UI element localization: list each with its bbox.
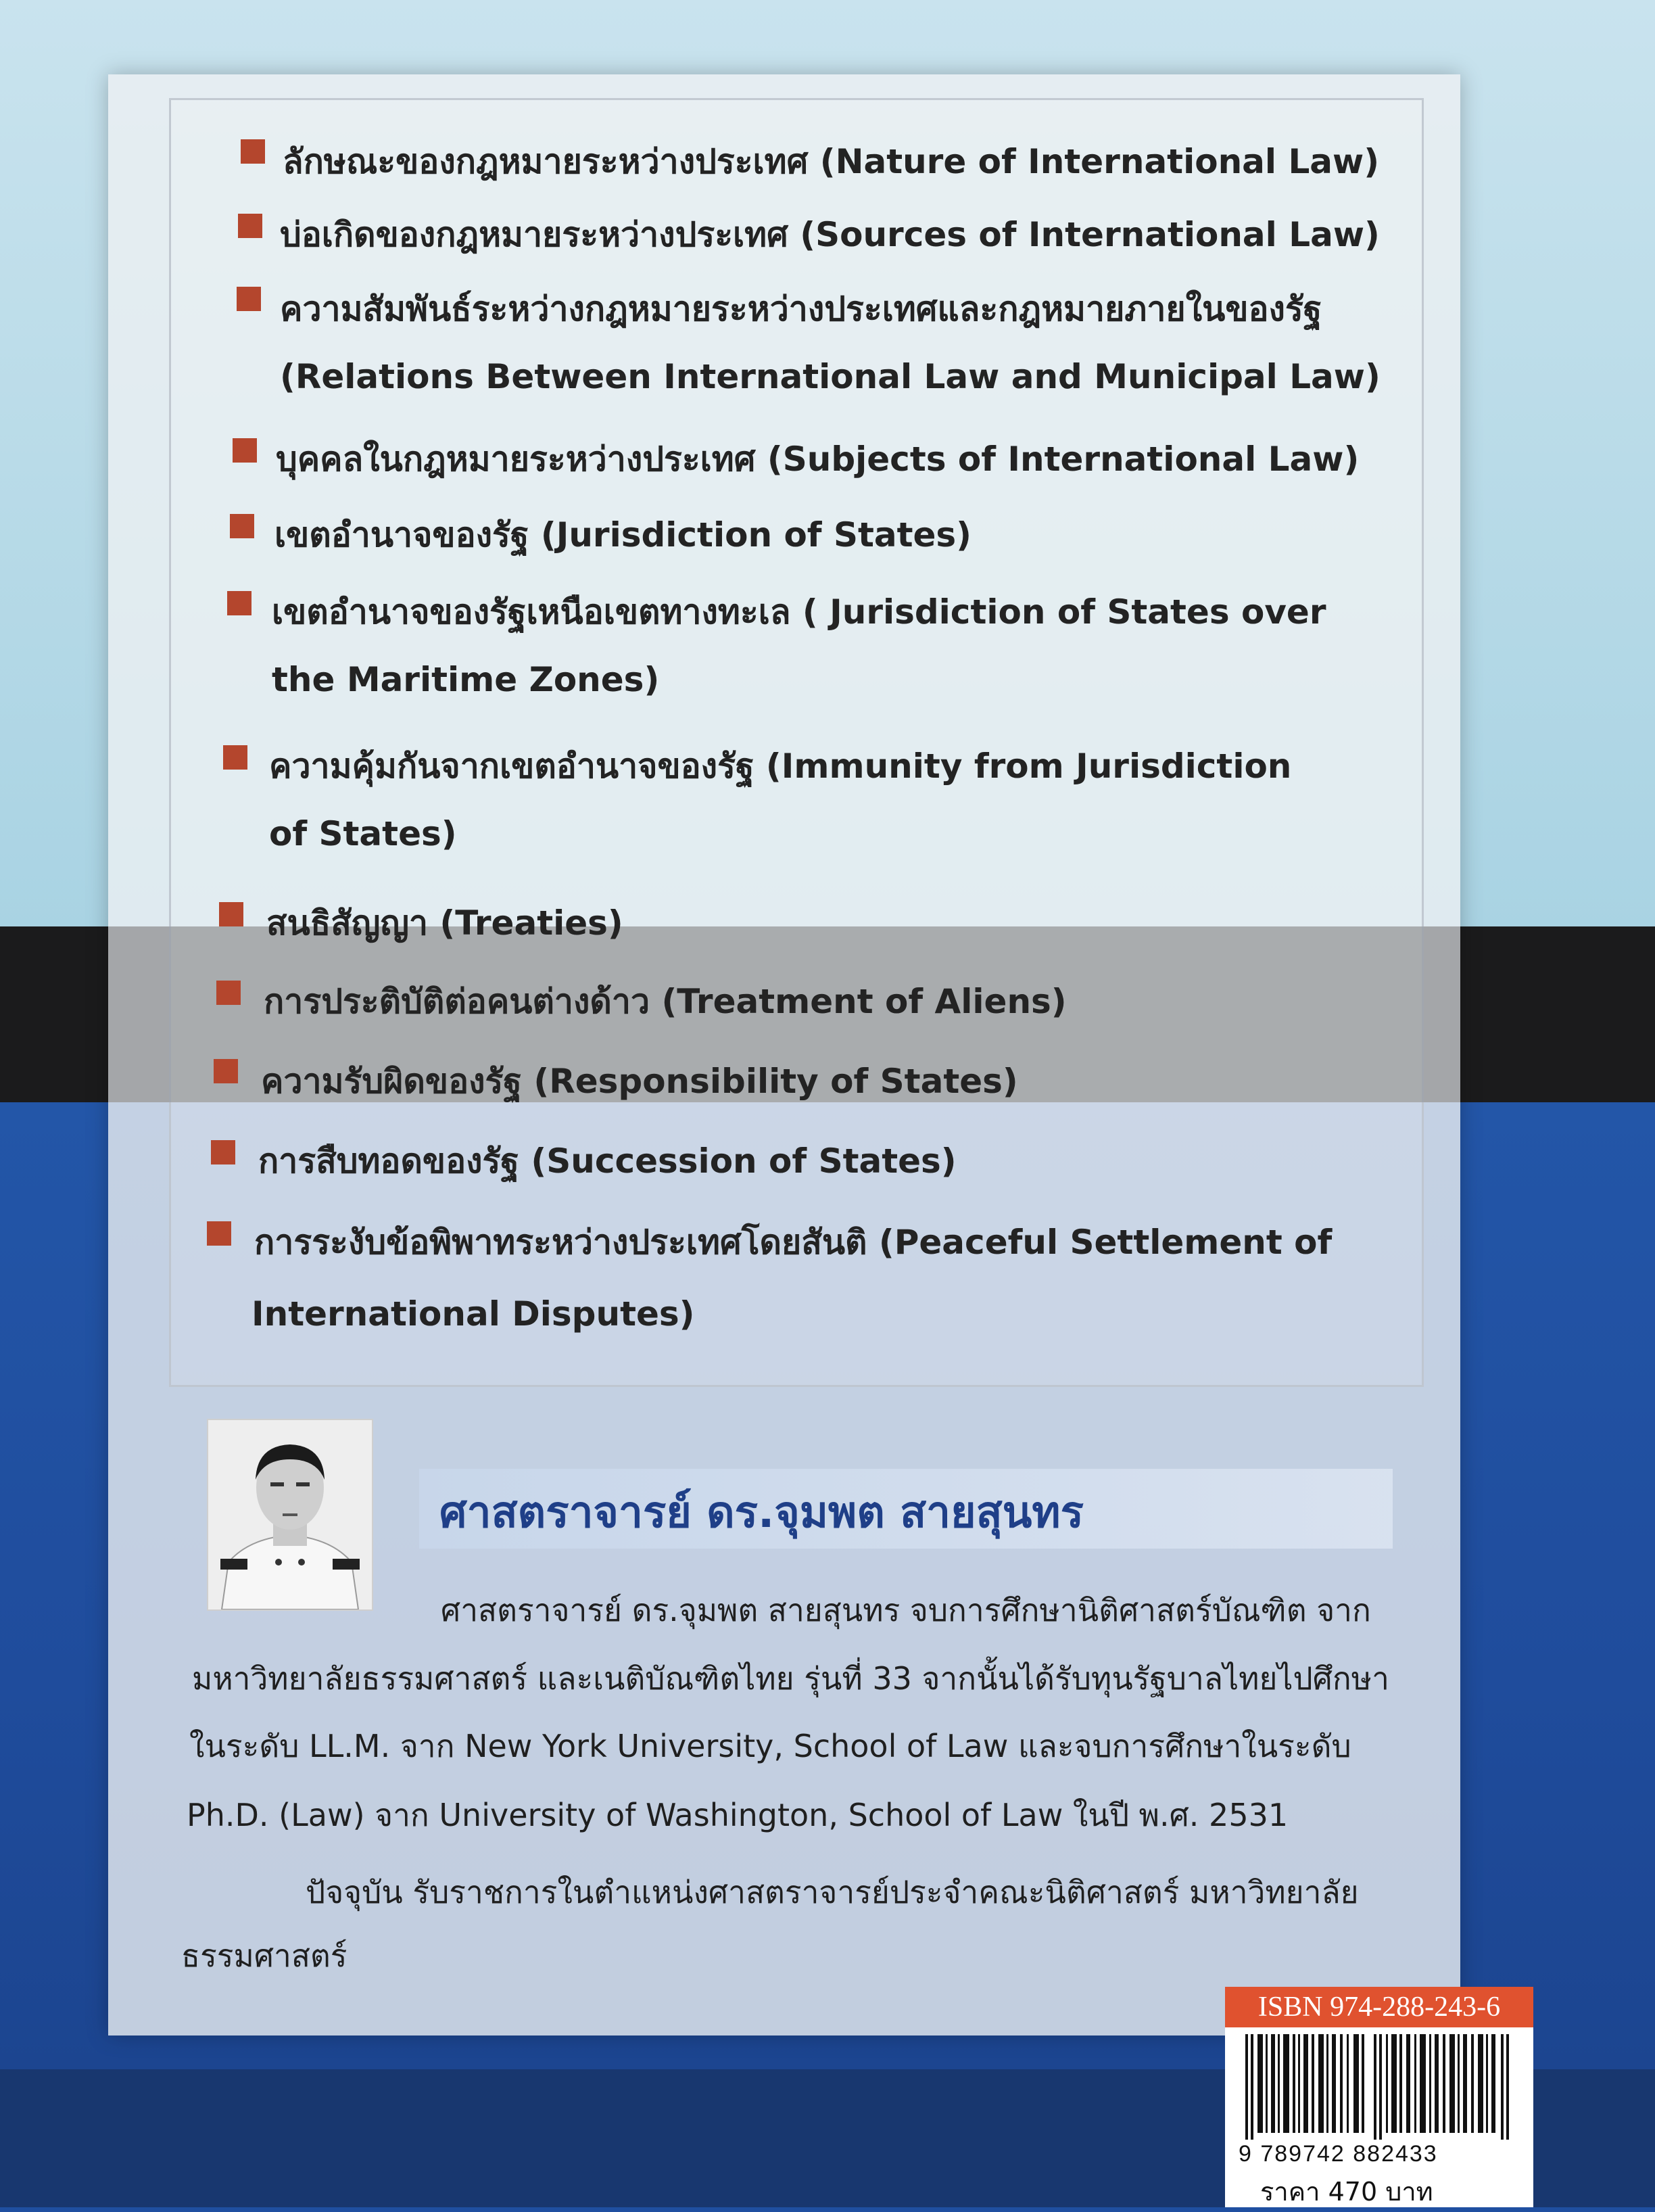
- isbn-text: ISBN 974-288-243-6: [1225, 1987, 1533, 2027]
- bullet-icon: [223, 745, 247, 770]
- barcode-label: [1225, 1987, 1533, 2207]
- topic-line: the Maritime Zones): [272, 660, 660, 699]
- topic-line: การระงับข้อพิพาทระหว่างประเทศโดยสันติ (Peaceful Settlement of: [254, 1223, 1333, 1262]
- topic-item: [283, 135, 1379, 189]
- bullet-icon: [227, 591, 251, 615]
- bullet-icon: [233, 438, 257, 463]
- bullet-icon: [230, 514, 254, 538]
- topic-item-continuation: [269, 814, 457, 853]
- author-portrait-image: [208, 1420, 372, 1609]
- bullet-icon: [241, 139, 265, 164]
- price-text: ราคา 470 บาท: [1260, 2177, 1433, 2207]
- topic-item: [274, 509, 972, 562]
- topic-item-continuation: [272, 660, 659, 699]
- topic-item: [266, 897, 623, 950]
- topic-item: [280, 208, 1380, 262]
- topic-item: [276, 433, 1359, 486]
- author-bio-line: ศาสตราจารย์ ดร.จุมพต สายสุนทร จบการศึกษานิติศาสตร์บัณฑิต จาก: [441, 1592, 1371, 1628]
- topic-line: เขตอำนาจของรัฐ (Jurisdiction of States): [274, 515, 972, 555]
- bullet-icon: [214, 1059, 238, 1083]
- topic-line: การสืบทอดของรัฐ (Succession of States): [258, 1142, 957, 1181]
- author-bio-line: ปัจจุบัน รับราชการในตำแหน่งศาสตราจารย์ประจำคณะนิติศาสตร์ มหาวิทยาลัย: [306, 1874, 1359, 1910]
- bullet-icon: [238, 214, 262, 238]
- barcode-icon: [1245, 2034, 1513, 2140]
- topic-line: เขตอำนาจของรัฐเหนือเขตทางทะเล ( Jurisdiction of States over: [272, 592, 1326, 632]
- barcode-digits: 9 789742 882433: [1239, 2141, 1438, 2167]
- topic-line: ลักษณะของกฎหมายระหว่างประเทศ (Nature of International Law): [283, 142, 1380, 181]
- topic-item: [269, 740, 1291, 793]
- topic-item: [261, 1055, 1018, 1108]
- topic-item: [258, 1135, 957, 1188]
- topic-item: [264, 975, 1067, 1029]
- author-bio-line: ธรรมศาสตร์: [181, 1937, 347, 1974]
- topic-line: บ่อเกิดของกฎหมายระหว่างประเทศ (Sources of International Law): [280, 215, 1380, 254]
- topic-line: ความรับผิดของรัฐ (Responsibility of States): [261, 1062, 1018, 1101]
- bullet-icon: [207, 1221, 231, 1246]
- bullet-icon: [219, 902, 243, 926]
- topic-line: of States): [269, 814, 457, 853]
- topic-line: สนธิสัญญา (Treaties): [266, 903, 623, 943]
- topic-item: [280, 283, 1322, 336]
- topic-line: ความสัมพันธ์ระหว่างกฎหมายระหว่างประเทศและกฎหมายภายในของรัฐ: [280, 289, 1322, 329]
- bullet-icon: [211, 1140, 235, 1164]
- topic-item: [254, 1216, 1332, 1269]
- bullet-icon: [216, 981, 241, 1005]
- author-name: ศาสตราจารย์ ดร.จุมพต สายสุนทร: [439, 1488, 1084, 1538]
- topic-line: ความคุ้มกันจากเขตอำนาจของรัฐ (Immunity from Jurisdiction: [269, 747, 1292, 786]
- topic-line: International Disputes): [251, 1294, 695, 1334]
- topic-item: [272, 586, 1326, 639]
- topic-line: การประติบัติต่อคนต่างด้าว (Treatment of Aliens): [264, 982, 1067, 1021]
- author-bio-line: ในระดับ LL.M. จาก New York University, School of Law และจบการศึกษาในระดับ: [189, 1728, 1351, 1764]
- topic-item-continuation: [251, 1294, 695, 1334]
- author-bio-line: Ph.D. (Law) จาก University of Washington, School of Law ในปี พ.ศ. 2531: [187, 1797, 1289, 1833]
- topic-item-continuation: [280, 357, 1381, 396]
- bullet-icon: [237, 287, 261, 311]
- topic-line: (Relations Between International Law and Municipal Law): [280, 357, 1381, 396]
- author-bio-line: มหาวิทยาลัยธรรมศาสตร์ และเนติบัณฑิตไทย รุ่นที่ 33 จากนั้นได้รับทุนรัฐบาลไทยไปศึกษา: [192, 1660, 1389, 1697]
- author-photo: [207, 1419, 373, 1611]
- topic-line: บุคคลในกฎหมายระหว่างประเทศ (Subjects of International Law): [276, 440, 1360, 479]
